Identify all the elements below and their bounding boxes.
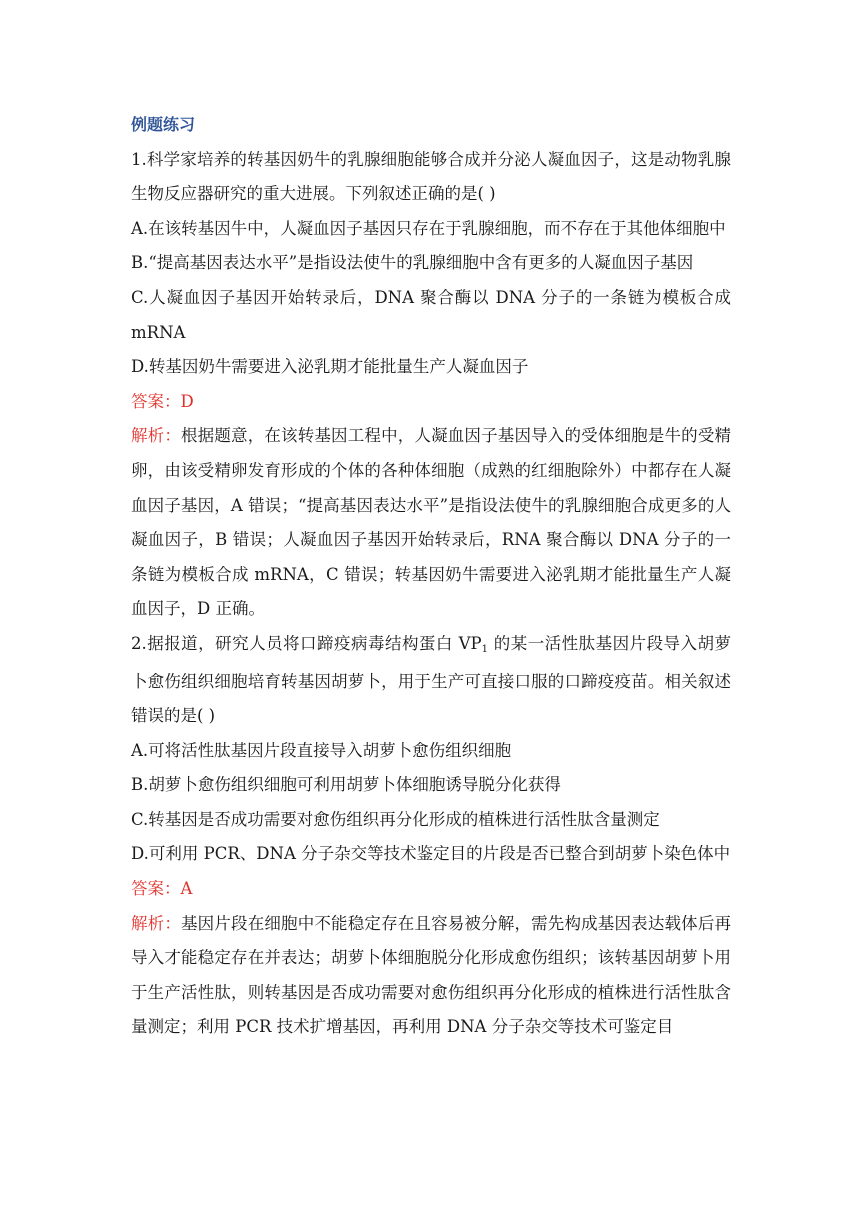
question-1-option-d: D.转基因奶牛需要进入泌乳期才能批量生产人凝血因子: [131, 357, 529, 377]
section-heading: 例题练习: [131, 115, 196, 134]
question-1-answer: 答案：D: [131, 391, 194, 411]
question-1-analysis-text: 根据题意，在该转基因工程中，人凝血因子基因导入的受体细胞是牛的受精卵，由该受精卵发育形成的个体的各种体细胞（成熟的红细胞除外）中都存在人凝血因子基因，A 错误；“提高基因表达水平”是指设法使牛的乳腺细胞合成更多的人凝血因子，B 错误；人凝血因子基因开始转录后，RNA 聚合酶以 DNA 分子的一条链为模板合成 mRNA，C 错误；转基因奶牛需要进入泌乳期才能批量生产人凝血因子，D 正确。: [131, 426, 732, 619]
question-2-option-b: B.胡萝卜愈伤组织细胞可利用胡萝卜体细胞诱导脱分化获得: [131, 775, 561, 795]
question-1-analysis-label: 解析：: [131, 426, 182, 446]
question-1-option-a: A.在该转基因牛中，人凝血因子基因只存在于乳腺细胞，而不存在于其他体细胞中: [131, 218, 726, 238]
question-1-option-c: C.人凝血因子基因开始转录后，DNA 聚合酶以 DNA 分子的一条链为模板合成mRNA: [131, 287, 731, 342]
document-content: [131, 108, 731, 1045]
question-2-stem-pre: 2.据报道，研究人员将口蹄疫病毒结构蛋白 VP: [131, 633, 482, 653]
question-1-option-b: B.“提高基因表达水平”是指设法使牛的乳腺细胞中含有更多的人凝血因子基因: [131, 253, 694, 273]
question-2-stem-subscript: 1: [481, 643, 489, 655]
question-2-analysis-label: 解析：: [131, 913, 182, 933]
question-2-stem: [131, 627, 731, 734]
question-2-analysis-text: 基因片段在细胞中不能稳定存在且容易被分解，需先构成基因表达载体后再导入才能稳定存在并表达；胡萝卜体细胞脱分化形成愈伤组织；该转基因胡萝卜用于生产活性肽，则转基因是否成功需要对愈伤组织再分化形成的植株进行活性肽含量测定；利用 PCR 技术扩增基因，再利用 DNA 分子杂交等技术可鉴定目: [131, 913, 732, 1037]
question-2-stem-post: 的某一活性肽基因片段导入胡萝卜愈伤组织细胞培育转基因胡萝卜，用于生产可直接口服的口蹄疫疫苗。相关叙述错误的是( ): [131, 633, 731, 726]
question-2-answer: 答案：A: [131, 879, 193, 899]
question-2-option-a: A.可将活性肽基因片段直接导入胡萝卜愈伤组织细胞: [131, 740, 512, 760]
question-2-analysis: [131, 907, 731, 1045]
question-1-analysis: [131, 419, 731, 627]
question-2-option-d: D.可利用 PCR、DNA 分子杂交等技术鉴定目的片段是否已整合到胡萝卜染色体中: [131, 844, 731, 864]
question-1-stem: 1.科学家培养的转基因奶牛的乳腺细胞能够合成并分泌人凝血因子，这是动物乳腺生物反应器研究的重大进展。下列叙述正确的是( ): [131, 149, 731, 204]
question-2-option-c: C.转基因是否成功需要对愈伤组织再分化形成的植株进行活性肽含量测定: [131, 809, 660, 829]
